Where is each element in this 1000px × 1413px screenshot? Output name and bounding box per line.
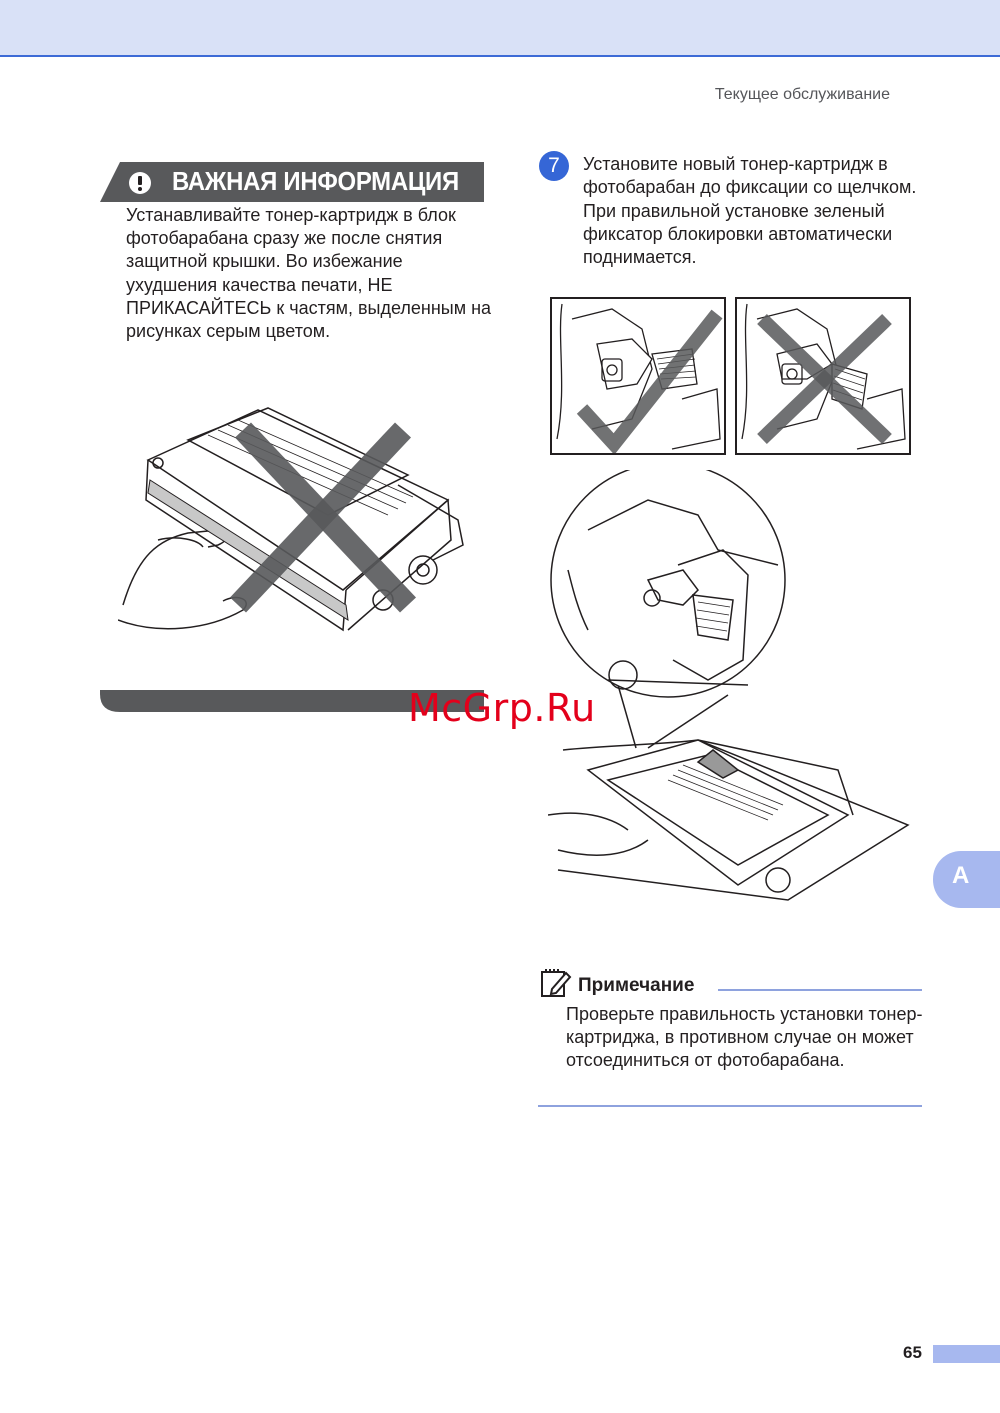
side-tab-letter: A	[952, 862, 970, 889]
note-rule-bottom	[538, 1105, 922, 1107]
step-instruction: Установите новый тонер-картридж в фотобарабан до фиксации со щелчком. При правильной установке зеленый фиксатор блокировки автоматически поднимается.	[583, 154, 917, 268]
correct-lever-illustration	[550, 297, 726, 455]
running-header: Текущее обслуживание	[714, 86, 890, 103]
note-pencil-icon	[540, 969, 572, 999]
watermark: McGrp.Ru	[408, 686, 596, 730]
exclamation-icon	[128, 171, 152, 195]
page-number-bar	[933, 1345, 1000, 1363]
drum-unit-illustration	[548, 470, 918, 930]
note-text: Проверьте правильность установки тонер-картриджа, в противном случае он может отсоединиться от фотобарабана.	[566, 1004, 923, 1071]
important-title: ВАЖНАЯ ИНФОРМАЦИЯ	[172, 166, 459, 196]
step-number-badge: 7	[539, 151, 569, 181]
note-rule-top	[718, 989, 922, 991]
incorrect-lever-illustration	[735, 297, 911, 455]
toner-cartridge-illustration	[118, 405, 468, 640]
page-number: 65	[903, 1343, 922, 1362]
note-title: Примечание	[578, 975, 695, 996]
important-text: Устанавливайте тонер-картридж в блок фотобарабана сразу же после снятия защитной крышки. Во избежание ухудшения качества печати, НЕ ПРИКАСАЙТЕСЬ к частям, выделенным на рисунках серым цветом.	[126, 205, 492, 342]
top-band	[0, 0, 1000, 57]
